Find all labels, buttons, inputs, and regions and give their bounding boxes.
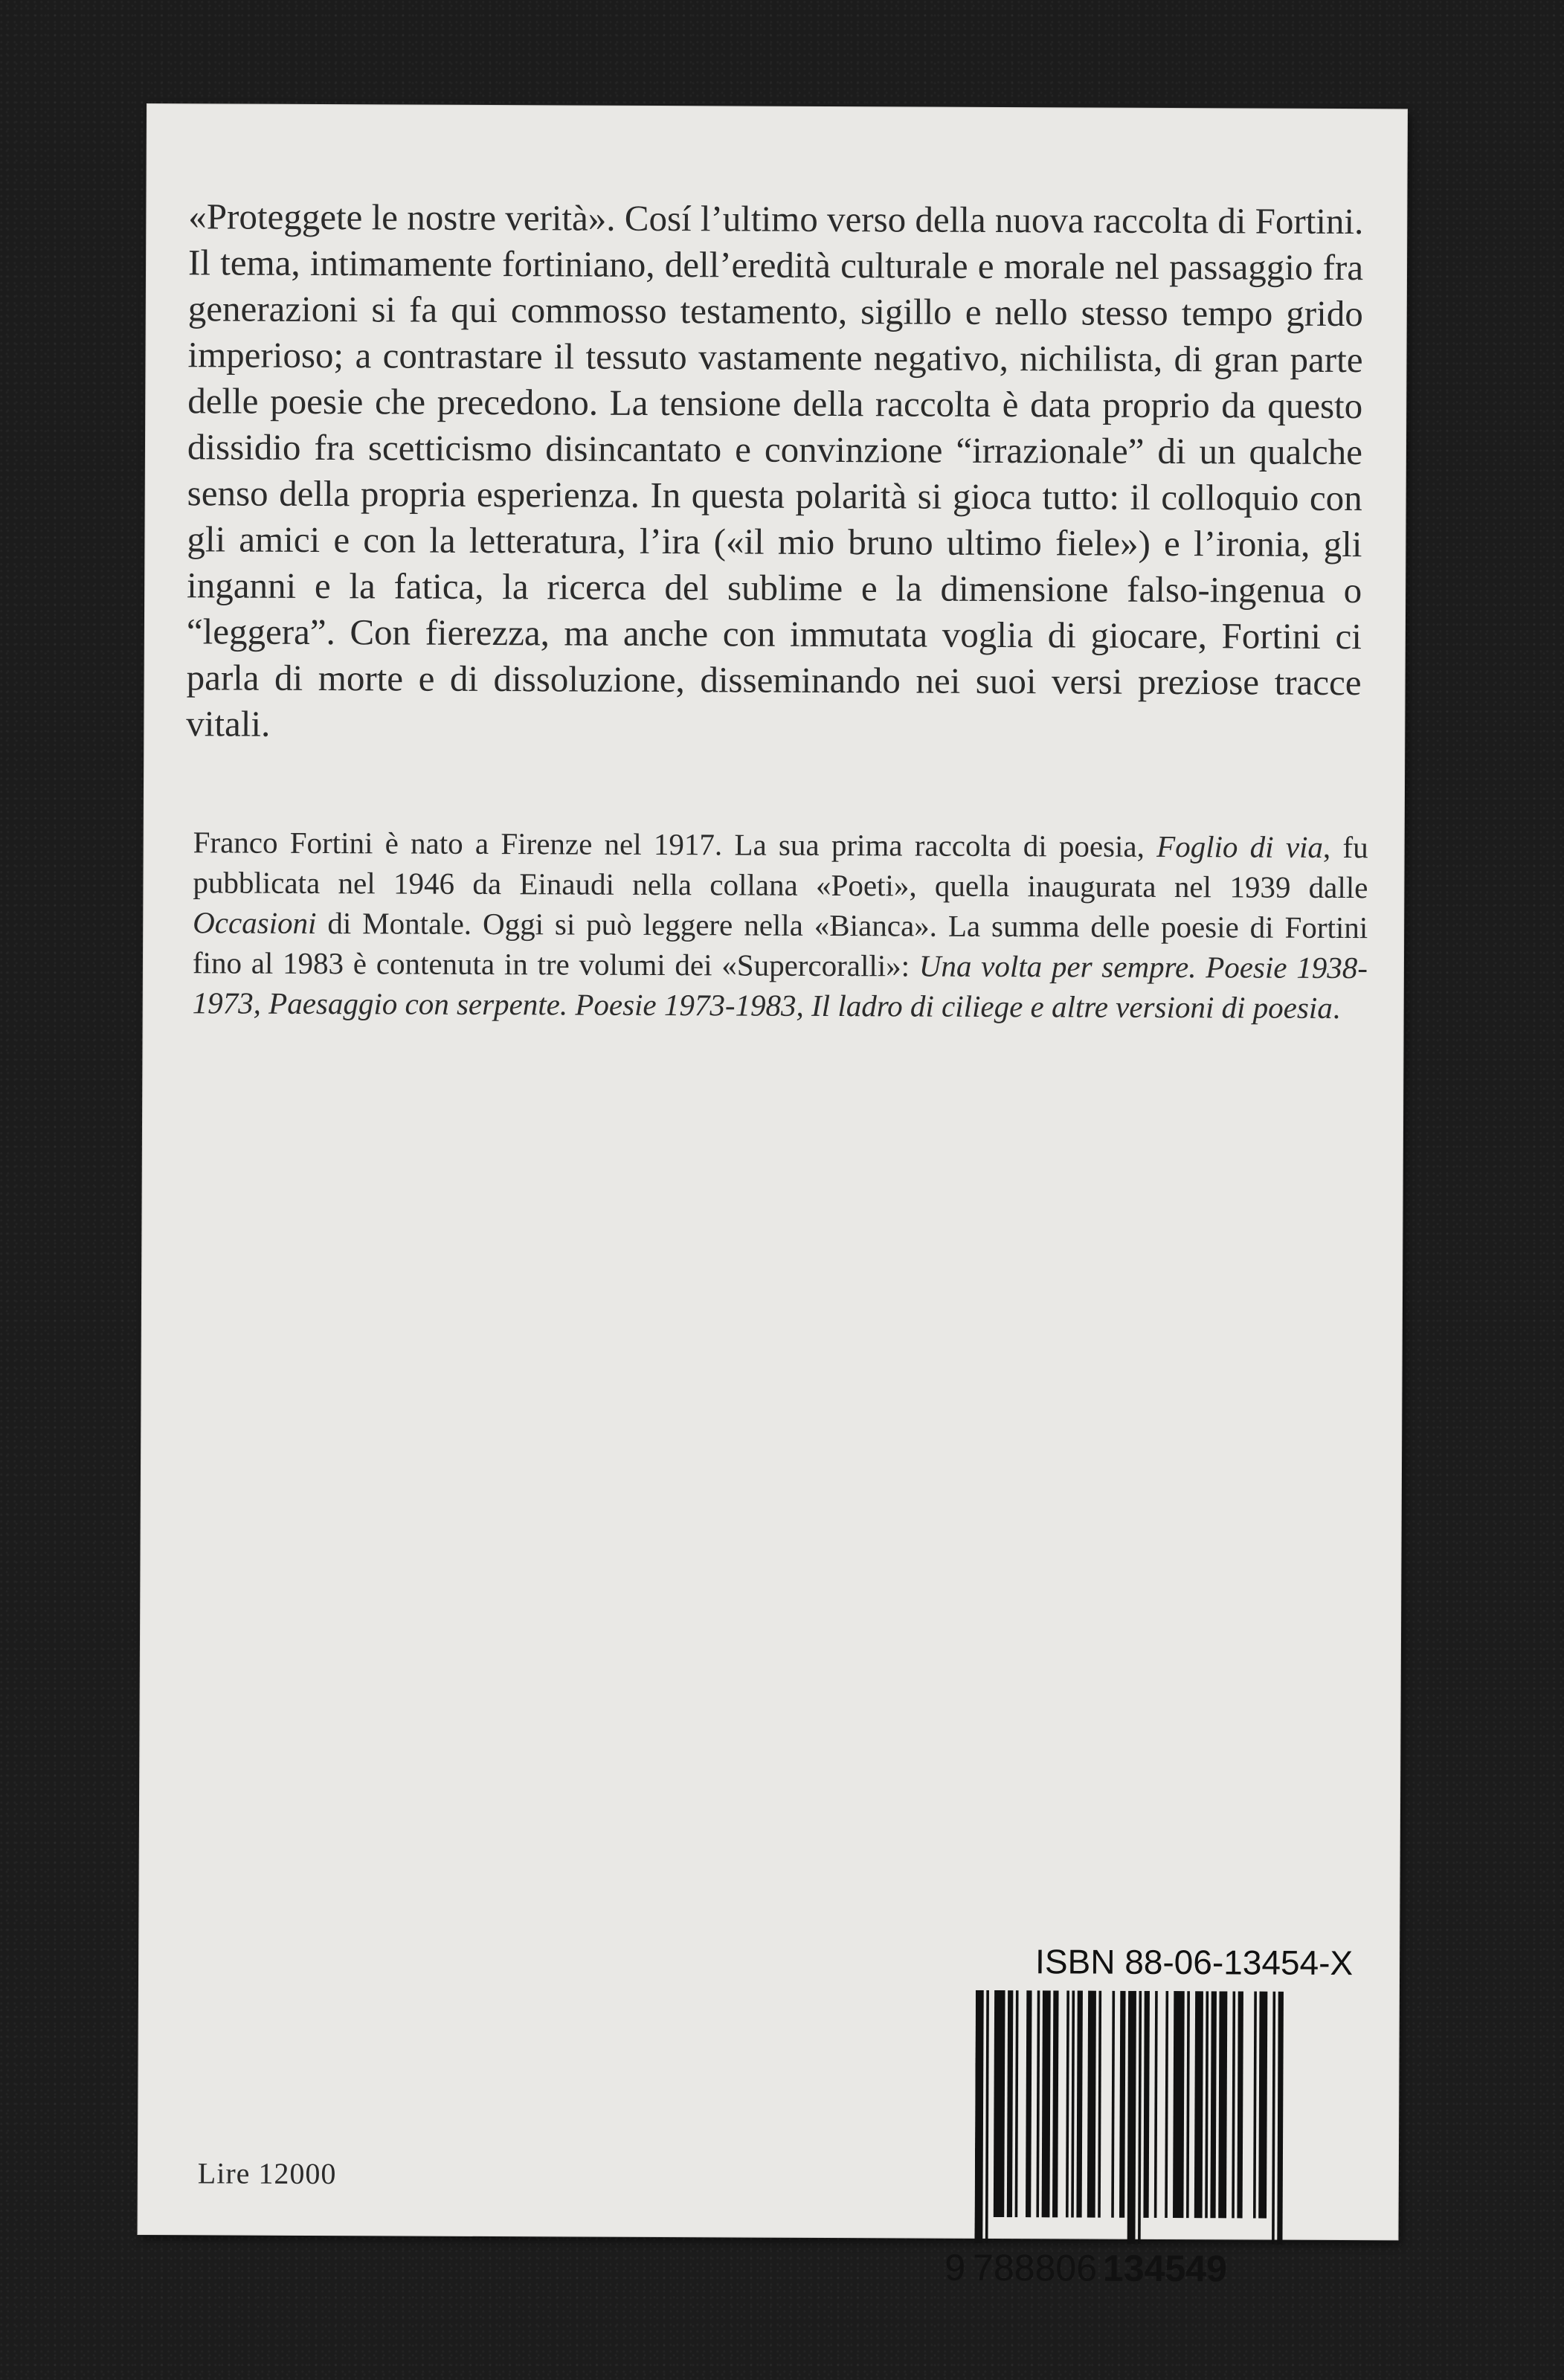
barcode-bar: [1258, 1992, 1267, 2219]
isbn-label: ISBN 88-06-13454-X: [1035, 1942, 1354, 1983]
ean-left-digits: 788806: [973, 2246, 1098, 2289]
barcode-bar: [1026, 1990, 1032, 2217]
author-bio: [193, 822, 1368, 1028]
bio-text-2: , fu pubblicata nel 1946 da Einaudi nella collana «Poeti», quella inaugurata nel 1939 dalle: [193, 829, 1368, 905]
barcode-bar: [1007, 1990, 1014, 2217]
price-label: Lire 12000: [197, 2156, 337, 2191]
barcode-bar: [1143, 1991, 1150, 2218]
bio-title-2: Occasioni: [193, 905, 317, 941]
barcode-block: [944, 1941, 1362, 2315]
barcode-bar: [1173, 1991, 1185, 2218]
barcode-bar: [1154, 1991, 1158, 2218]
barcode-bar: [974, 1990, 983, 2243]
barcode-bar: [1111, 1991, 1115, 2218]
barcode-bar: [1052, 1990, 1059, 2217]
ean-right-digits: 134549: [1102, 2247, 1227, 2290]
barcode-bar: [1119, 1991, 1126, 2218]
barcode-bar: [1194, 1991, 1203, 2218]
barcode-bar: [1205, 1991, 1209, 2218]
barcode-bar: [1186, 1991, 1190, 2218]
bio-title-3: Una volta per sempre. Poesie 1938-1973, Paesaggio con serpente. Poesie 1973-1983, Il ladro di ciliege e altre versioni di poesia: [192, 948, 1368, 1025]
barcode-bar: [1036, 1990, 1040, 2217]
barcode-bar: [1138, 1991, 1142, 2244]
ean-first-digit: 9: [944, 2246, 966, 2289]
barcode-bar: [1253, 1992, 1257, 2219]
barcode-bar: [994, 1990, 1005, 2217]
barcode-bar: [985, 1990, 989, 2243]
barcode-icon: [974, 1990, 1348, 2252]
barcode-bar: [1165, 1991, 1168, 2218]
barcode-bar: [1087, 1991, 1096, 2218]
barcode-bar: [1277, 1992, 1284, 2245]
barcode-bar: [1127, 1991, 1136, 2244]
barcode-bar: [1210, 1991, 1217, 2218]
barcode-bar: [1066, 1990, 1069, 2217]
barcode-bar: [1071, 1990, 1075, 2217]
barcode-bar: [1098, 1991, 1101, 2218]
barcode-bar: [1232, 1991, 1235, 2218]
barcode-bar: [1237, 1991, 1243, 2218]
barcode-bar: [1042, 1990, 1051, 2217]
bio-title-1: Foglio di via: [1156, 829, 1324, 864]
ean-digits: [944, 2246, 1227, 2291]
barcode-bar: [1218, 1991, 1227, 2218]
barcode-bar: [1272, 1992, 1275, 2245]
barcode-bar: [1015, 1990, 1019, 2217]
barcode-bar: [1076, 1990, 1083, 2217]
bio-text-1: Franco Fortini è nato a Firenze nel 1917. La sua prima raccolta di poesia,: [193, 825, 1157, 863]
book-back-cover: [138, 104, 1407, 2290]
bio-text-4: .: [1332, 990, 1341, 1026]
blurb-text: «Proteggete le nostre verità». Cosí l’ultimo verso della nuova raccolta di Fortini. Il tema, intimamente fortiniano, dell’eredità culturale e morale nel passaggio fra generazioni si fa qui commosso testamento, sigillo e nello stesso tempo grido imperioso; a contrastare il tessuto vastamente negativo, nichilista, di gran parte delle poesie che precedono. La tensione della raccolta è data proprio da questo dissidio fra scetticismo disincantato e convinzione “irrazionale” di un qualche senso della propria esperienza. In questa polarità si gioca tutto: il colloquio con gli amici e con la letteratura, l’ira («il mio bruno ultimo fiele») e l’ironia, gli inganni e la fatica, la ricerca del sublime e la dimensione falso-ingenua o “leggera”. Con fierezza, ma anche con immutata voglia di giocare, Fortini ci parla di morte e di dissoluzione, disseminando nei suoi versi preziose tracce vitali.: [186, 196, 1364, 744]
bio-text-3: di Montale. Oggi si può leggere nella «Bianca». La summa delle poesie di Fortini fino al 1983 è contenuta in tre volumi dei «Supercoralli»:: [192, 906, 1368, 983]
